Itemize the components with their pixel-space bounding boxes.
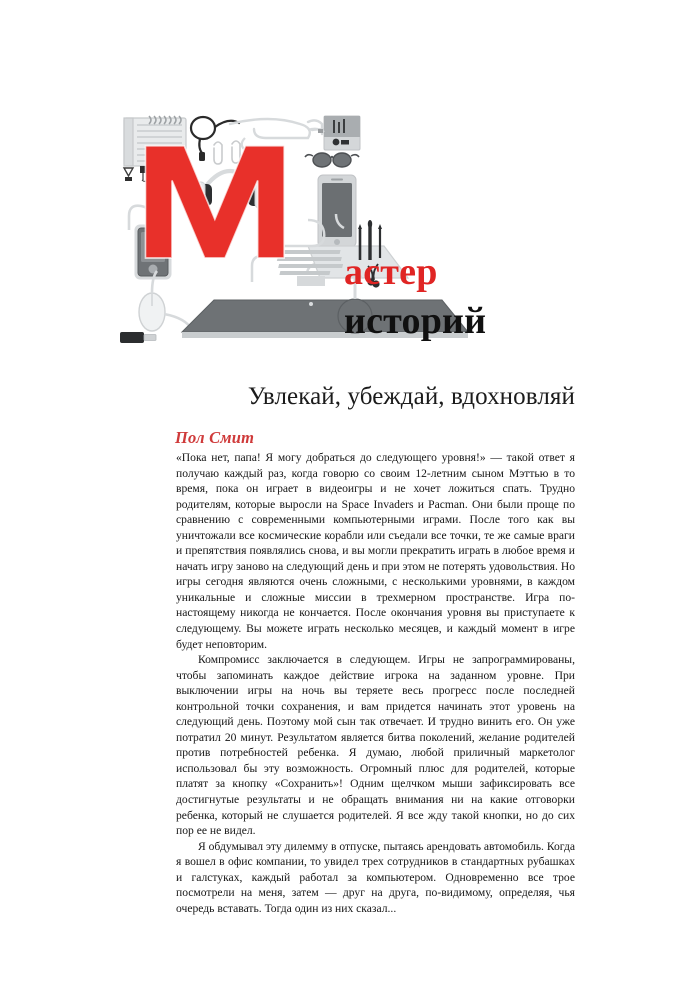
article-header bbox=[175, 366, 575, 448]
page-title: Увлекай, убеждай, вдохновляй bbox=[247, 382, 575, 410]
masthead-line-1: астер bbox=[344, 251, 438, 293]
computer-mouse-icon bbox=[139, 293, 165, 331]
article-body bbox=[176, 450, 575, 916]
body-paragraph: Компромисс заключается в следующем. Игры не запрограммированы, чтобы запоминать каждое действие игрока на заданном уровне. При выключении игры на ночь вы теряете весь прогресс после последней контрольной точки сохранения, и вам придется начинать этот уровень на следующий день. Поэтому мой сын так отвечает. И трудно винить его. Он уже потратил 20 минут. Результатом является битва поколений, желание родителей против потребностей ребенка. Я думаю, любой приличный маркетолог использовал бы эту возможность. Огромный плюс для родителей, которые платят за кнопку «Сохранить»! Одним щелчком мыши зафиксировать все достигнутые результаты и не обращать внимания ни на какие отговорки ребенка, который не слушается родителей. Я все жду такой кнопки, но до сих пор ее не видел. bbox=[176, 653, 575, 838]
body-paragraph: Я обдумывал эту дилемму в отпуске, пытаясь арендовать автомобиль. Когда я вошел в офис компании, то увидел трех сотрудников в стандартных рубашках и галстуках, каждый работал за компьютером. Одновременно все трое посмотрели на меня, затем — друг на друга, по-видимому, определяя, чья очередь вставать. Тогда один из них сказал... bbox=[176, 839, 575, 915]
article-author: Пол Смит bbox=[175, 427, 255, 447]
masthead-wordmark bbox=[344, 252, 584, 342]
speaker-icon bbox=[324, 116, 360, 150]
body-paragraph: «Пока нет, папа! Я могу добраться до следующего уровня!» — такой ответ я получаю каждый раз, когда говорю со своим 12-летним сыном Мэттью в то время, пока он играет в видеоигры и не хочет ложиться спать. Трудно родителям, которые выросли на Space Invaders и Pacman. Они были проще по сравнению с современными компьютерными играми. После того как вы уничтожали все космические корабли или съедали все точки, те же самые враги и препятствия появлялись снова, и вы могли прекратить играть в любое время и начать игру заново на следующий день и при этом не потерять удовольствия. Но игры сегодня являются очень сложными, с несколькими уровнями, в каждом уникальные и сложные миссии в трехмерном пространстве. Игра по-настоящему никогда не кончается. После окончания уровня вы приступаете к следующему. Вы можете играть несколько месяцев, и каждый момент в игре будет неповторим. bbox=[176, 451, 575, 651]
masthead-line-2: историй bbox=[344, 300, 487, 342]
